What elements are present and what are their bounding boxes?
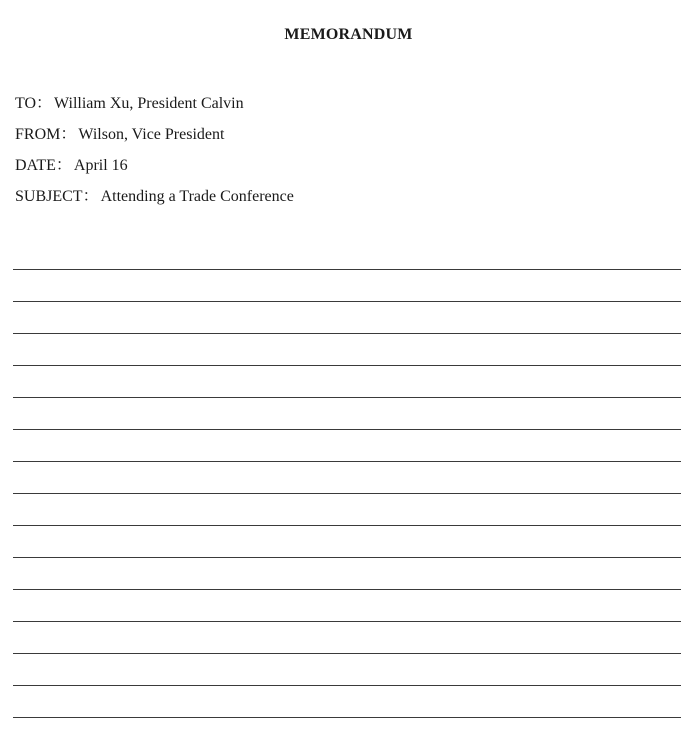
writing-line [13, 685, 681, 686]
subject-label: SUBJECT： [15, 188, 99, 205]
to-value: William Xu, President Calvin [54, 95, 244, 112]
writing-line [13, 397, 681, 398]
writing-line [13, 429, 681, 430]
writing-line [13, 653, 681, 654]
writing-line [13, 333, 681, 334]
writing-line [13, 461, 681, 462]
writing-line [13, 525, 681, 526]
date-label: DATE： [15, 157, 72, 174]
subject-field [15, 181, 294, 212]
writing-line [13, 493, 681, 494]
writing-line [13, 557, 681, 558]
from-label: FROM： [15, 126, 77, 143]
to-field [15, 88, 294, 119]
writing-line [13, 621, 681, 622]
writing-line [13, 717, 681, 718]
writing-line [13, 269, 681, 270]
date-value: April 16 [73, 157, 128, 174]
date-field [15, 150, 294, 181]
writing-line [13, 589, 681, 590]
memo-title: MEMORANDUM [284, 26, 413, 43]
writing-line [13, 301, 681, 302]
from-value: Wilson, Vice President [78, 126, 225, 143]
from-field [15, 119, 294, 150]
memo-header-fields [15, 88, 294, 212]
to-label: TO： [15, 95, 53, 112]
subject-value: Attending a Trade Conference [100, 188, 294, 205]
writing-line [13, 365, 681, 366]
